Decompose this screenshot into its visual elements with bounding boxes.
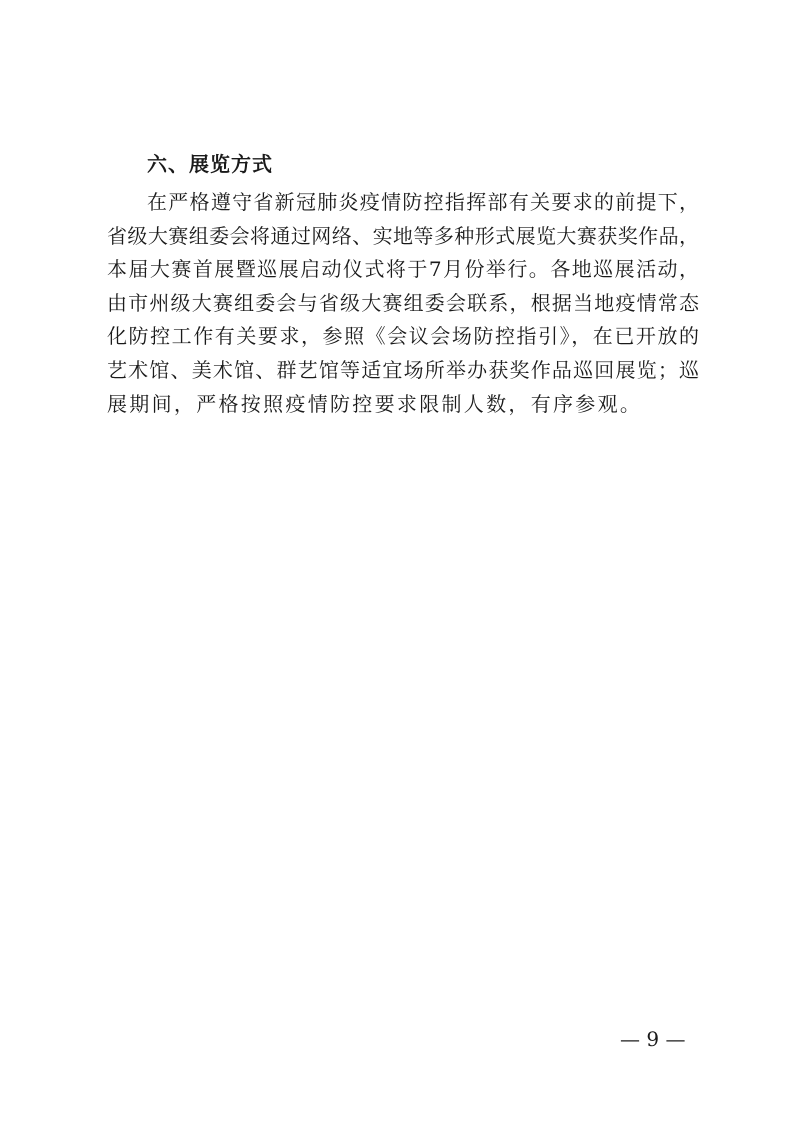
- page-number: — 9 —: [620, 1027, 686, 1051]
- paragraph-line: 省级大赛组委会将通过网络、实地等多种形式展览大赛获奖作品，: [107, 223, 699, 248]
- paragraph-line: 展期间，严格按照疫情防控要求限制人数，有序参观。: [107, 391, 643, 416]
- paragraph-line: 本届大赛首展暨巡展启动仪式将于7月份举行。各地巡展活动，: [107, 257, 699, 282]
- body-paragraph: [107, 186, 699, 421]
- paragraph-line: 艺术馆、美术馆、群艺馆等适宜场所举办获奖作品巡回展览；巡: [107, 357, 699, 382]
- paragraph-line: 化防控工作有关要求，参照《会议会场防控指引》，在已开放的: [107, 324, 699, 349]
- section-heading: 六、展览方式: [147, 152, 273, 176]
- paragraph-line: 在严格遵守省新冠肺炎疫情防控指挥部有关要求的前提下，: [147, 190, 699, 214]
- paragraph-line: 由市州级大赛组委会与省级大赛组委会联系，根据当地疫情常态: [107, 290, 699, 315]
